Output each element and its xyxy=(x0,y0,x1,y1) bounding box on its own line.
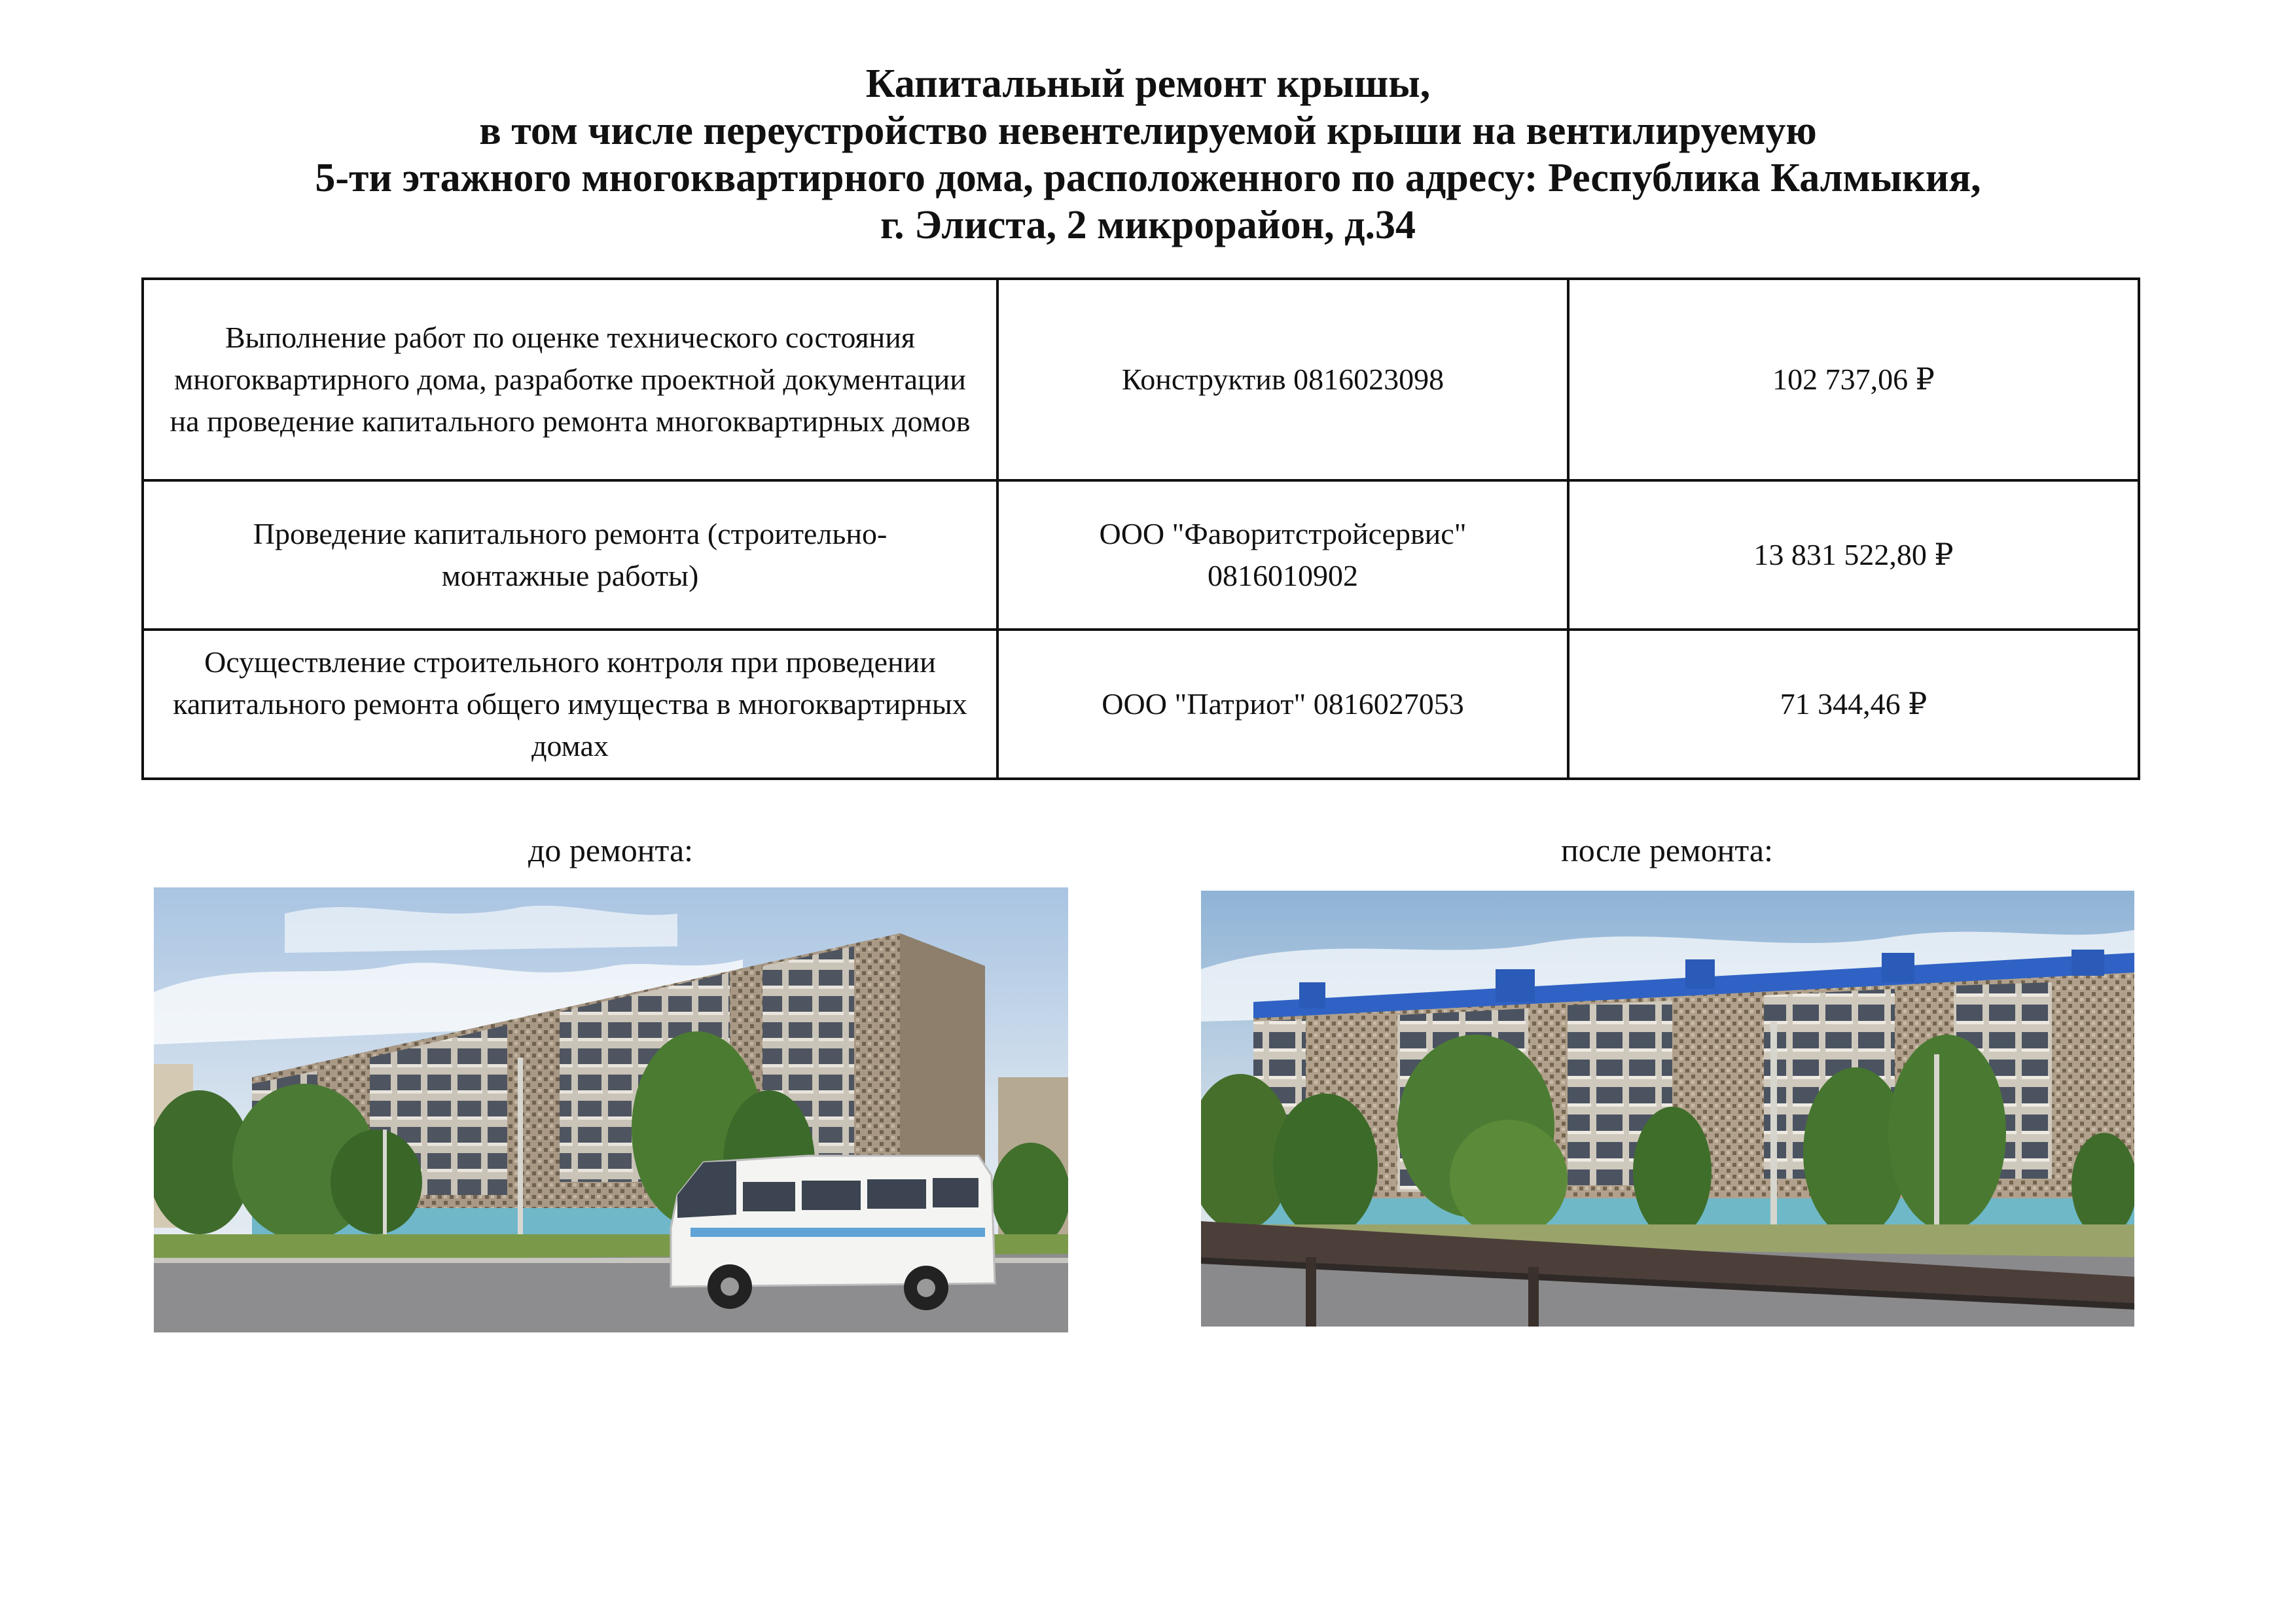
work-description: Осуществление строительного контроля при проведении капитального ремонта общего имущества в многоквартирных домах xyxy=(143,630,997,779)
document-title xyxy=(0,60,2296,249)
after-repair-caption: после ремонта: xyxy=(1561,832,1773,868)
table-row xyxy=(143,480,2139,630)
title-line-4: г. Элиста, 2 микрорайон, д.34 xyxy=(880,203,1416,247)
contractor: ООО "Патриот" 0816027053 xyxy=(997,630,1568,779)
works-table xyxy=(141,277,2140,780)
work-description: Проведение капитального ремонта (строительно-монтажные работы) xyxy=(143,480,997,630)
table-row xyxy=(143,279,2139,480)
title-line-2: в том числе переустройство невентелируемой крыши на вентилируемую xyxy=(479,109,1817,153)
table-row xyxy=(143,630,2139,779)
before-repair-caption: до ремонта: xyxy=(528,832,694,868)
amount: 102 737,06 ₽ xyxy=(1568,279,2139,480)
before-repair-photo xyxy=(154,887,1068,1332)
contractor: ООО "Фаворитстройсервис" 0816010902 xyxy=(997,480,1568,630)
title-line-3: 5-ти этажного многоквартирного дома, расположенного по адресу: Республика Калмыкия, xyxy=(315,156,1981,200)
after-repair-photo xyxy=(1201,891,2134,1327)
title-line-1: Капитальный ремонт крышы, xyxy=(865,62,1431,106)
amount: 13 831 522,80 ₽ xyxy=(1568,480,2139,630)
amount: 71 344,46 ₽ xyxy=(1568,630,2139,779)
work-description: Выполнение работ по оценке технического состояния многоквартирного дома, разработке проектной документации на проведение капитального ремонта многоквартирных домов xyxy=(143,279,997,480)
contractor: Конструктив 0816023098 xyxy=(997,279,1568,480)
